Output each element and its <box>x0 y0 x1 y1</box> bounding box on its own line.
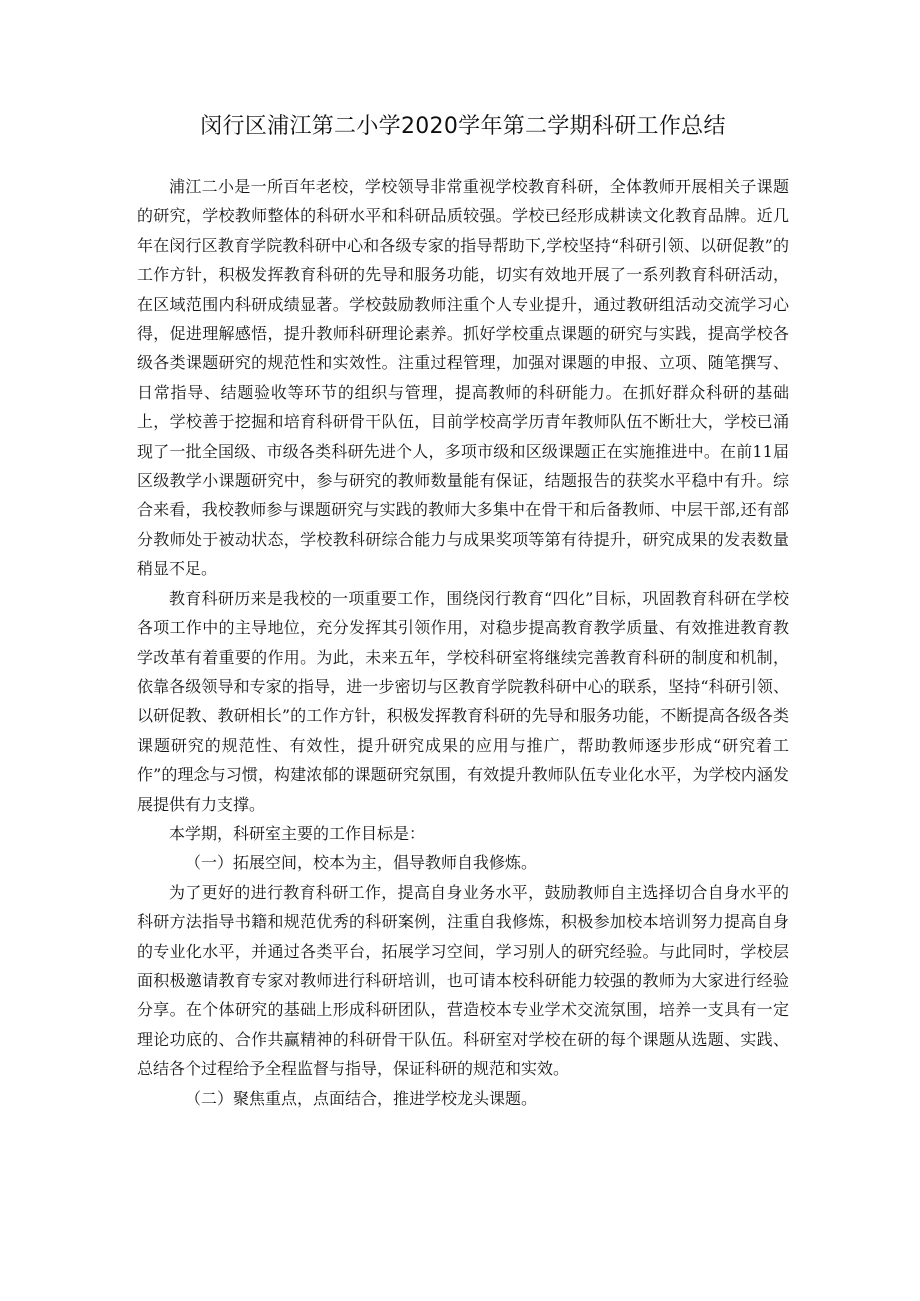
document-title: 闵行区浦江第二小学2020学年第二学期科研工作总结 <box>200 114 726 139</box>
document-body <box>137 172 789 1113</box>
section-heading-2: （二）聚焦重点，点面结合，推进学校龙头课题。 <box>185 1088 538 1108</box>
paragraph-semester-goals: 本学期，科研室主要的工作目标是： <box>169 823 426 843</box>
paragraph-section-1: 为了更好的进行教育科研工作，提高自身业务水平，鼓励教师自主选择切合自身水平的科研方法指导书籍和规范优秀的科研案例，注重自我修炼，积极参加校本培训努力提高自身的专业化水平，并通过各类平台，拓展学习空间，学习别人的研究经验。与此同时，学校层面积极邀请教育专家对教师进行科研培训，也可请本校科研能力较强的教师为大家进行经验分享。在个体研究的基础上形成科研团队，营造校本专业学术交流氛围，培养一支具有一定理论功底的、合作共赢精神的科研骨干队伍。科研室对学校在研的每个课题从选题、实践、总结各个过程给予全程监督与指导，保证科研的规范和实效。 <box>137 882 789 1079</box>
paragraph-research-importance: 教育科研历来是我校的一项重要工作，围绕闵行教育“四化”目标，巩固教育科研在学校各项工作中的主导地位，充分发挥其引领作用，对稳步提高教育教学质量、有效推进教育教学改革有着重要的作用。为此，未来五年，学校科研室将继续完善教育科研的制度和机制，依靠各级领导和专家的指导，进一步密切与区教育学院教科研中心的联系，坚持“科研引领、以研促教、教研相长”的工作方针，积极发挥教育科研的先导和服务功能，不断提高各级各类课题研究的规范性、有效性，提升研究成果的应用与推广，帮助教师逐步形成“研究着工作”的理念与习惯，构建浓郁的课题研究氛围，有效提升教师队伍专业化水平，为学校内涵发展提供有力支撑。 <box>137 588 789 814</box>
section-heading-1: （一）拓展空间，校本为主，倡导教师自我修炼。 <box>185 853 538 873</box>
paragraph-intro: 浦江二小是一所百年老校，学校领导非常重视学校教育科研，全体教师开展相关子课题的研究，学校教师整体的科研水平和科研品质较强。学校已经形成耕读文化教育品牌。近几年在闵行区教育学院教科研中心和各级专家的指导帮助下,学校坚持“科研引领、以研促教”的工作方针，积极发挥教育科研的先导和服务功能，切实有效地开展了一系列教育科研活动，在区域范围内科研成绩显著。学校鼓励教师注重个人专业提升，通过教研组活动交流学习心得，促进理解感悟，提升教师科研理论素养。抓好学校重点课题的研究与实践，提高学校各级各类课题研究的规范性和实效性。注重过程管理，加强对课题的申报、立项、随笔撰写、日常指导、结题验收等环节的组织与管理，提高教师的科研能力。在抓好群众科研的基础上，学校善于挖掘和培育科研骨干队伍，目前学校高学历青年教师队伍不断壮大，学校已涌现了一批全国级、市级各类科研先进个人，多项市级和区级课题正在实施推进中。在前11届区级教学小课题研究中，参与研究的教师数量能有保证，结题报告的获奖水平稳中有升。综合来看，我校教师参与课题研究与实践的教师大多集中在骨干和后备教师、中层干部,还有部分教师处于被动状态，学校教科研综合能力与成果奖项等第有待提升，研究成果的发表数量稍显不足。 <box>137 177 789 579</box>
